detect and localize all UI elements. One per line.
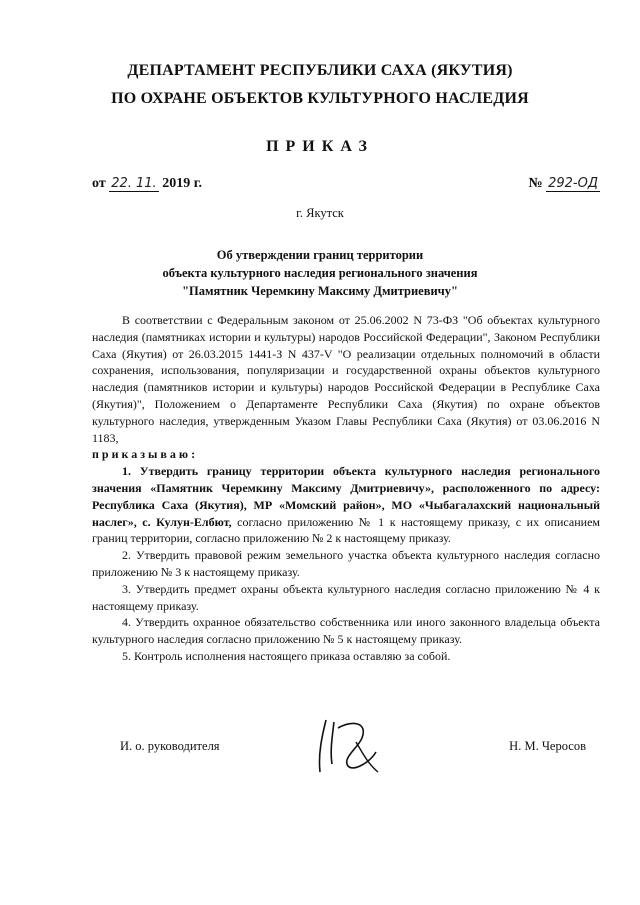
order-item-1 bbox=[92, 463, 600, 547]
date-prefix: от bbox=[92, 176, 106, 191]
subject-line-1: Об утверждении границ территории bbox=[216, 248, 424, 262]
handwritten-number: 292-ОД bbox=[548, 176, 598, 191]
signatory-position: И. о. руководителя bbox=[120, 739, 220, 753]
order-body bbox=[92, 312, 600, 665]
order-item-1-bold: 1. Утвердить границу территории объекта культурного наследия регионального значения «Памятник Черемкину Максиму Дмитриевичу», расположенного по адресу: Республика Саха (Якутия), МР «Момский район», МО «Чыбагалахский национальный наслег», с. Кулун-Елбют, bbox=[92, 464, 600, 529]
order-item-2: 2. Утвердить правовой режим земельного участка объекта культурного наследия согласно приложению № 3 к настоящему приказу. bbox=[92, 548, 600, 579]
order-title: ПРИКАЗ bbox=[266, 138, 374, 155]
department-title-line-1: ДЕПАРТАМЕНТ РЕСПУБЛИКИ САХА (ЯКУТИЯ) bbox=[127, 62, 513, 79]
number-prefix: № bbox=[528, 176, 543, 191]
order-number bbox=[529, 176, 600, 192]
order-date bbox=[92, 176, 202, 192]
intro-paragraph: В соответствии с Федеральным законом от 25.06.2002 N 73-ФЗ "Об объектах культурного наследия (памятниках истории и культуры) народов Российской Федерации", Законом Республики Саха (Якутия) от 26.03.2015 1441-З N 437-V "О реализации отдельных полномочий в области сохранения, использования, популяризации и государственной охраны объектов культурного наследия (памятников истории и культуры) народов Российской Федерации в Республике Саха (Якутия)", Положением о Департаменте Республики Саха (Якутия) по охране объектов культурного наследия, утвержденным Указом Главы Республики Саха (Якутия) от 03.06.2016 N 1183, bbox=[92, 313, 600, 445]
department-title-line-2: ПО ОХРАНЕ ОБЪЕКТОВ КУЛЬТУРНОГО НАСЛЕДИЯ bbox=[111, 90, 529, 107]
city-name: г. Якутск bbox=[296, 206, 344, 220]
signatory-name: Н. М. Черосов bbox=[509, 739, 586, 753]
order-item-4: 4. Утвердить охранное обязательство собственника или иного законного владельца объекта культурного наследия согласно приложению № 5 к настоящему приказу. bbox=[92, 615, 600, 647]
handwritten-signature bbox=[312, 712, 394, 778]
subject-line-2: объекта культурного наследия регионального значения bbox=[162, 266, 478, 280]
order-subject bbox=[120, 246, 520, 300]
order-item-1-rest: согласно приложению № 1 к настоящему приказу, с их описанием границ территории, согласно приложению № 2 к настоящему приказу. bbox=[92, 514, 600, 546]
order-item-3: 3. Утвердить предмет охраны объекта культурного наследия согласно приложению № 4 к настоящему приказу. bbox=[92, 581, 600, 613]
subject-line-3: "Памятник Черемкину Максиму Дмитриевичу" bbox=[182, 284, 458, 298]
date-year: 2019 г. bbox=[162, 176, 202, 191]
handwritten-date: 22. 11. bbox=[111, 176, 157, 191]
order-lead: приказываю: bbox=[92, 447, 199, 462]
order-item-5: 5. Контроль исполнения настоящего приказа оставляю за собой. bbox=[122, 648, 451, 663]
